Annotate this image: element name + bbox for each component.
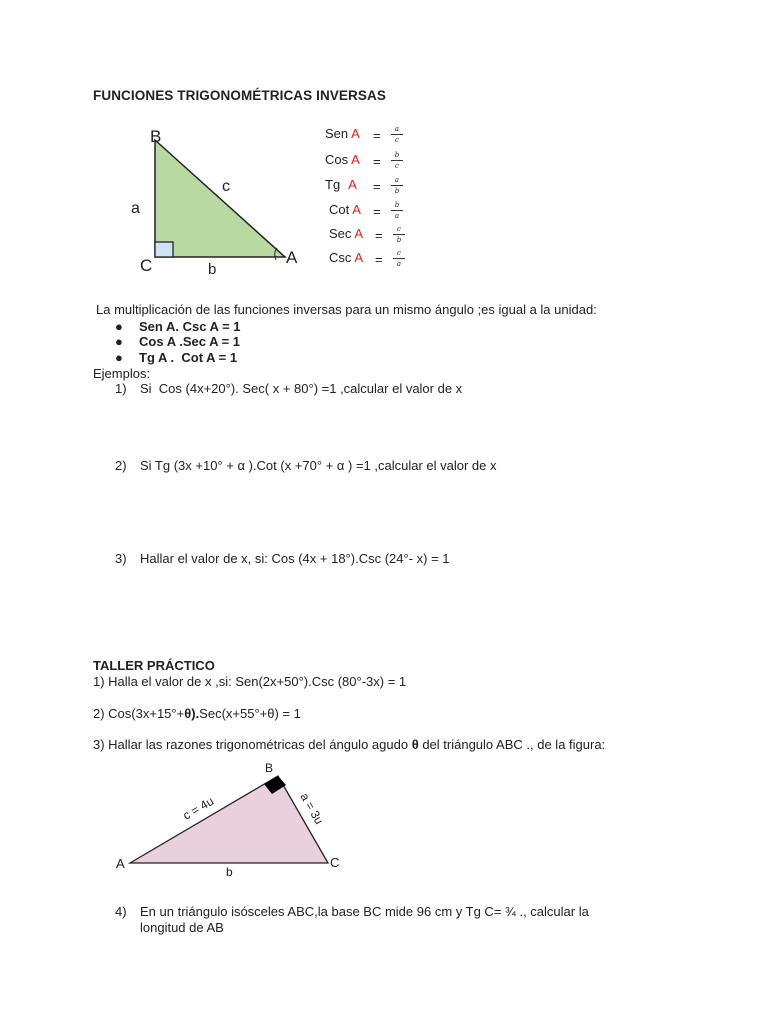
taller-item-text: 1) Halla el valor de x ,si: Sen(2x+50°).Csc (80°-3x) = 1: [93, 674, 407, 689]
taller-item-bold: θ: [411, 737, 419, 752]
vertex-b-label: B: [265, 761, 274, 775]
taller-item-2: [93, 706, 301, 721]
example-text: Si Tg (3x +10° + α ).Cot (x +70° + α ) =1 ,calcular el valor de x: [140, 458, 497, 473]
fraction-denominator: c: [395, 136, 399, 144]
fraction-numerator: b: [391, 201, 403, 211]
vertex-a-label: A: [286, 248, 298, 267]
ratio-cot: [329, 201, 400, 224]
ratio-equals: =: [375, 228, 383, 243]
ratio-function: Tg: [325, 177, 341, 192]
ratio-equals: =: [373, 204, 381, 219]
side-b-label: b: [226, 865, 233, 879]
vertex-b-label: B: [150, 127, 162, 146]
vertex-c-label: C: [140, 256, 153, 275]
ratio-function: Sen: [325, 126, 349, 141]
triangle-abc-shape: [155, 140, 285, 257]
ratio-equals: =: [373, 179, 381, 194]
ratio-function: Sec: [329, 226, 352, 241]
ratio-angle: A: [348, 177, 357, 192]
bullet-icon: ●: [115, 319, 123, 334]
side-b-label: b: [208, 261, 217, 278]
bullet-item: [115, 350, 237, 365]
taller-item-4-continuation: longitud de AB: [140, 920, 224, 935]
ratio-tg: [325, 176, 400, 199]
ratio-fraction: [391, 176, 403, 195]
side-a-label: a = 3u: [297, 790, 327, 827]
ratio-angle: A: [351, 126, 360, 141]
taller-heading: TALLER PRÁCTICO: [93, 658, 215, 673]
fraction-numerator: a: [391, 176, 403, 186]
example-item: [115, 458, 496, 473]
bullet-item: [115, 319, 241, 334]
example-number: 2): [115, 458, 127, 473]
ratio-angle: A: [351, 152, 360, 167]
ratio-function: Csc: [329, 250, 352, 265]
bullet-item: [115, 334, 240, 349]
right-triangle-figure: [120, 120, 310, 285]
ratio-fraction: [391, 125, 403, 144]
ratio-fraction: [393, 249, 405, 268]
bullet-icon: ●: [115, 334, 123, 349]
taller-item-number: 4): [115, 904, 127, 919]
ratio-cos: [325, 151, 400, 174]
fraction-denominator: a: [394, 212, 400, 220]
ratio-angle: A: [352, 202, 361, 217]
fraction-denominator: c: [395, 162, 399, 170]
taller-item-text: del triángulo ABC ., de la figura:: [418, 737, 606, 752]
ratio-angle: A: [354, 250, 364, 265]
bullet-icon: ●: [115, 350, 123, 365]
examples-label: Ejemplos:: [93, 366, 151, 381]
ratio-function: Cot: [329, 202, 350, 217]
taller-item-text: 2) Cos(3x+15°+: [93, 706, 185, 721]
taller-item-text: 3) Hallar las razones trigonométricas del ángulo agudo: [93, 737, 412, 752]
ratio-function: Cos: [325, 152, 349, 167]
example-number: 3): [115, 551, 127, 566]
fraction-numerator: a: [391, 125, 403, 135]
ratio-fraction: [391, 201, 403, 220]
fraction-numerator: b: [391, 151, 403, 161]
bullet-text: Cos A .Sec A = 1: [139, 334, 241, 349]
taller-item-bold: θ).: [184, 706, 200, 721]
taller-item-text: En un triángulo isósceles ABC,la base BC mide 96 cm y Tg C= ¾ ., calcular la: [140, 904, 589, 919]
taller-item-1: [93, 674, 406, 689]
ratio-sen: [325, 125, 400, 148]
vertex-c-label: C: [330, 855, 340, 870]
ratio-angle: A: [354, 226, 364, 241]
ratio-sec: [329, 225, 402, 248]
intro-paragraph: La multiplicación de las funciones inversas para un mismo ángulo ;es igual a la unidad:: [96, 302, 597, 317]
side-a-label: a: [131, 200, 140, 217]
taller-item-4: [115, 904, 589, 919]
right-angle-marker: [155, 242, 173, 257]
example-text: Si Cos (4x+20°). Sec( x + 80°) =1 ,calcular el valor de x: [140, 381, 463, 396]
ratio-fraction: [391, 151, 403, 170]
page-title: FUNCIONES TRIGONOMÉTRICAS INVERSAS: [93, 88, 386, 103]
bullet-text: Tg A . Cot A = 1: [139, 350, 238, 365]
triangle-abc-shape: [130, 776, 328, 863]
fraction-denominator: a: [396, 260, 402, 268]
example-text: Hallar el valor de x, si: Cos (4x + 18°).Csc (24°- x) = 1: [140, 551, 450, 566]
fraction-numerator: c: [393, 249, 405, 259]
bullet-text: Sen A. Csc A = 1: [139, 319, 241, 334]
taller-item-3: [93, 737, 605, 752]
triangle-abc-figure: [110, 755, 350, 880]
side-c-label: c = 4u: [180, 793, 217, 823]
side-c-label: c: [222, 178, 230, 195]
fraction-numerator: c: [393, 225, 405, 235]
example-item: [115, 381, 462, 396]
taller-item-text: Sec(x+55°+θ) = 1: [199, 706, 301, 721]
ratio-equals: =: [373, 154, 381, 169]
fraction-denominator: b: [396, 236, 402, 244]
ratio-equals: =: [373, 128, 381, 143]
example-number: 1): [115, 381, 127, 396]
example-item: [115, 551, 450, 566]
fraction-denominator: b: [394, 187, 400, 195]
vertex-a-label: A: [116, 856, 125, 871]
ratio-csc: [329, 249, 402, 272]
ratio-equals: =: [375, 252, 383, 267]
ratio-fraction: [393, 225, 405, 244]
